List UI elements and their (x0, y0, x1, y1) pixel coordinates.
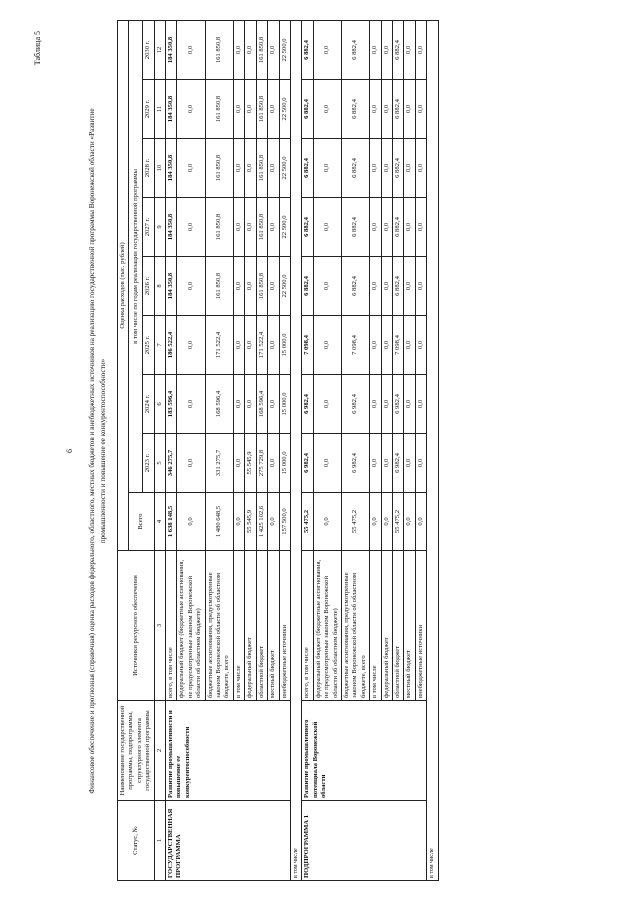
rotated-page-content (25, 11, 615, 891)
row-value: 22 500,0 (279, 198, 290, 257)
row-source: всего, в том числе (302, 551, 313, 701)
row-value: 184 350,8 (166, 20, 177, 79)
row-value: 0,0 (245, 257, 256, 316)
row-source: областной бюджет (256, 551, 267, 701)
row-value: 1 425 102,6 (256, 493, 267, 551)
header-column-number: 8 (154, 257, 165, 316)
row-source: федеральный бюджет (бюджетные ассигнования, не предусмотренные законом Воронежской области об областном бюджете) (177, 551, 205, 701)
row-value: 184 350,8 (166, 80, 177, 139)
row-value: 0,0 (370, 316, 381, 375)
row-value: 0,0 (177, 20, 205, 79)
row-source: федеральный бюджет (бюджетные ассигнования, не предусмотренные законом Воронежской области об областном бюджете) (313, 551, 341, 701)
row-value: 161 850,8 (256, 139, 267, 198)
row-value: 168 596,4 (256, 375, 267, 434)
row-value: 0,0 (268, 198, 279, 257)
row-value: 0,0 (177, 493, 205, 551)
header-year: 2030 г. (143, 20, 154, 79)
header-year: 2024 г. (143, 375, 154, 434)
row-value: 168 596,4 (205, 375, 233, 434)
header-column-number: 10 (154, 139, 165, 198)
row-value: 15 000,0 (279, 434, 290, 493)
row-value: 0,0 (415, 316, 426, 375)
row-value: 0,0 (313, 80, 341, 139)
row-value: 0,0 (370, 80, 381, 139)
row-status: ПОДПРОГРАММА 1 (302, 801, 427, 881)
row-value: 0,0 (381, 316, 392, 375)
row-value: 7 098,4 (302, 316, 313, 375)
row-value: 7 098,4 (392, 316, 403, 375)
row-value: 0,0 (313, 257, 341, 316)
row-value: 55 545,9 (245, 493, 256, 551)
header-incl-years: в том числе по годам реализации государственной программы (129, 20, 143, 492)
document-title (87, 21, 109, 881)
header-column-number: 3 (154, 551, 165, 701)
row-value: 0,0 (177, 375, 205, 434)
row-value: 6 882,4 (392, 198, 403, 257)
row-value: 0,0 (381, 20, 392, 79)
row-value: 0,0 (268, 80, 279, 139)
header-column-number: 12 (154, 20, 165, 79)
row-value: 0,0 (404, 20, 415, 79)
row-value: 0,0 (404, 257, 415, 316)
title-line-1: Финансовое обеспечение и прогнозная (справочная) оценка расходов федерального, областного, местных бюджетов и внебюджетных источников на реализацию государственной программы Воронежской области «Развитие (88, 108, 96, 794)
row-value: 55 545,9 (245, 434, 256, 493)
row-value: 0,0 (370, 493, 381, 551)
row-value: 0,0 (177, 198, 205, 257)
row-value: 0,0 (415, 20, 426, 79)
row-value: 0,0 (370, 20, 381, 79)
row-value: 0,0 (370, 257, 381, 316)
page-number: 6 (65, 449, 74, 453)
finance-table (117, 20, 439, 881)
row-value: 0,0 (415, 257, 426, 316)
row-value: 6 882,4 (341, 20, 369, 79)
row-name: Развитие промышленности и повышение ее конкурентоспособности (166, 701, 291, 801)
row-value: 0,0 (177, 316, 205, 375)
row-value: 0,0 (268, 434, 279, 493)
row-value: 0,0 (370, 139, 381, 198)
row-source: в том числе (370, 551, 381, 701)
row-value: 0,0 (404, 316, 415, 375)
row-source: всего, в том числе (166, 551, 177, 701)
header-year: 2023 г. (143, 434, 154, 493)
row-value: 0,0 (268, 493, 279, 551)
row-value: 0,0 (370, 198, 381, 257)
row-value: 0,0 (381, 139, 392, 198)
header-source: Источники ресурсного обеспечения (118, 551, 155, 701)
row-source: в том числе (233, 551, 244, 701)
header-total: Всего (129, 493, 154, 551)
row-value: 0,0 (404, 493, 415, 551)
row-status: ГОСУДАРСТВЕННАЯ ПРОГРАММА (166, 801, 291, 881)
row-value: 0,0 (370, 375, 381, 434)
row-value: 0,0 (177, 434, 205, 493)
row-value: 22 500,0 (279, 257, 290, 316)
row-value: 0,0 (381, 198, 392, 257)
row-value: 6 982,4 (341, 375, 369, 434)
table-row (302, 20, 313, 880)
row-value: 0,0 (381, 375, 392, 434)
row-value: 0,0 (404, 139, 415, 198)
row-value: 0,0 (245, 139, 256, 198)
row-value: 55 475,2 (341, 493, 369, 551)
header-year: 2028 г. (143, 139, 154, 198)
row-value: 0,0 (415, 375, 426, 434)
row-value: 6 982,4 (392, 375, 403, 434)
row-source: федеральный бюджет (245, 551, 256, 701)
row-value: 6 982,4 (341, 434, 369, 493)
row-value: 6 882,4 (341, 80, 369, 139)
header-column-number: 7 (154, 316, 165, 375)
header-column-number: 9 (154, 198, 165, 257)
row-value: 0,0 (268, 375, 279, 434)
row-value: 0,0 (313, 198, 341, 257)
row-value: 0,0 (245, 375, 256, 434)
row-value: 0,0 (313, 375, 341, 434)
row-value: 6 882,4 (302, 257, 313, 316)
row-value: 55 475,2 (302, 493, 313, 551)
row-value: 184 350,8 (166, 198, 177, 257)
row-value: 0,0 (381, 493, 392, 551)
row-value: 7 098,4 (341, 316, 369, 375)
table-header (118, 20, 166, 880)
row-value: 6 882,4 (302, 198, 313, 257)
row-value: 6 882,4 (302, 20, 313, 79)
row-value: 0,0 (404, 198, 415, 257)
row-value: 331 275,7 (205, 434, 233, 493)
row-value: 0,0 (404, 80, 415, 139)
row-value: 161 850,8 (205, 139, 233, 198)
row-value: 0,0 (245, 80, 256, 139)
row-value: 0,0 (313, 493, 341, 551)
row-value: 6 882,4 (392, 20, 403, 79)
table-row (166, 20, 177, 880)
row-value: 161 850,8 (205, 80, 233, 139)
header-estimate: Оценка расходов (тыс. рублей) (118, 20, 129, 550)
row-value: 6 982,4 (302, 375, 313, 434)
row-value: 0,0 (233, 375, 244, 434)
row-value: 0,0 (233, 493, 244, 551)
footer-row (427, 20, 438, 880)
row-value: 0,0 (233, 198, 244, 257)
row-value: 6 882,4 (302, 80, 313, 139)
row-value: 161 850,8 (256, 257, 267, 316)
row-value: 0,0 (404, 434, 415, 493)
row-value: 0,0 (245, 20, 256, 79)
row-value: 0,0 (245, 316, 256, 375)
row-value: 22 500,0 (279, 80, 290, 139)
footer-label: в том числе (427, 20, 438, 880)
row-value: 6 882,4 (341, 139, 369, 198)
row-value: 0,0 (313, 20, 341, 79)
header-column-number: 4 (154, 493, 165, 551)
header-column-number: 6 (154, 375, 165, 434)
title-line-2: промышленности и повышение ее конкурентоспособности» (99, 358, 107, 544)
row-value: 55 475,2 (392, 493, 403, 551)
row-value: 183 596,4 (166, 375, 177, 434)
row-value: 0,0 (313, 434, 341, 493)
row-value: 22 500,0 (279, 20, 290, 79)
row-value: 22 500,0 (279, 139, 290, 198)
row-value: 0,0 (177, 257, 205, 316)
row-value: 0,0 (233, 316, 244, 375)
row-value: 6 882,4 (392, 139, 403, 198)
row-value: 171 522,4 (256, 316, 267, 375)
row-value: 1 638 148,5 (166, 493, 177, 551)
row-value: 0,0 (177, 139, 205, 198)
header-column-number: 5 (154, 434, 165, 493)
row-value: 0,0 (415, 493, 426, 551)
row-source: федеральный бюджет (381, 551, 392, 701)
row-value: 0,0 (245, 198, 256, 257)
row-value: 6 982,4 (302, 434, 313, 493)
row-value: 161 850,8 (205, 198, 233, 257)
row-value: 0,0 (415, 80, 426, 139)
incl-row (290, 20, 301, 880)
row-value: 161 850,8 (256, 198, 267, 257)
row-source: внебюджетные источники (415, 551, 426, 701)
row-value: 0,0 (233, 80, 244, 139)
header-year: 2025 г. (143, 316, 154, 375)
header-column-numbers (154, 20, 165, 880)
row-value: 0,0 (268, 257, 279, 316)
row-value: 6 982,4 (392, 434, 403, 493)
row-value: 161 850,8 (205, 20, 233, 79)
row-value: 0,0 (233, 20, 244, 79)
row-value: 15 000,0 (279, 375, 290, 434)
row-value: 6 882,4 (341, 257, 369, 316)
row-source: внебюджетные источники (279, 551, 290, 701)
row-value: 157 500,0 (279, 493, 290, 551)
row-value: 15 000,0 (279, 316, 290, 375)
row-value: 0,0 (233, 257, 244, 316)
header-column-number: 2 (154, 701, 165, 801)
row-value: 0,0 (233, 434, 244, 493)
row-value: 0,0 (268, 139, 279, 198)
row-value: 171 522,4 (205, 316, 233, 375)
row-value: 0,0 (415, 198, 426, 257)
row-value: 161 850,8 (256, 80, 267, 139)
row-value: 6 882,4 (341, 198, 369, 257)
row-value: 0,0 (268, 20, 279, 79)
header-year: 2029 г. (143, 80, 154, 139)
row-value: 0,0 (313, 139, 341, 198)
header-status: Статус, № (118, 801, 155, 881)
row-value: 346 275,7 (166, 434, 177, 493)
row-source: бюджетные ассигнования, предусмотренные законом Воронежской области об областном бюджете, всего (205, 551, 233, 701)
row-value: 6 882,4 (392, 257, 403, 316)
row-value: 0,0 (177, 80, 205, 139)
row-value: 1 480 648,5 (205, 493, 233, 551)
row-value: 184 350,8 (166, 139, 177, 198)
row-value: 161 850,8 (205, 257, 233, 316)
header-column-number: 11 (154, 80, 165, 139)
row-value: 0,0 (370, 434, 381, 493)
row-value: 0,0 (381, 434, 392, 493)
row-value: 0,0 (313, 316, 341, 375)
row-value: 275 729,8 (256, 434, 267, 493)
row-value: 0,0 (415, 139, 426, 198)
table-body (166, 20, 439, 880)
row-source: местный бюджет (404, 551, 415, 701)
header-column-number: 1 (154, 801, 165, 881)
row-value: 6 882,4 (392, 80, 403, 139)
row-source: бюджетные ассигнования, предусмотренные законом Воронежской области об областном бюджете, всего (341, 551, 369, 701)
row-value: 0,0 (268, 316, 279, 375)
row-value: 161 850,8 (256, 20, 267, 79)
row-source: областной бюджет (392, 551, 403, 701)
row-value: 0,0 (404, 375, 415, 434)
header-name: Наименование государственной программы, подпрограммы, структурного элемента государственной программы (118, 701, 155, 801)
row-value: 0,0 (381, 80, 392, 139)
table-label: Таблица 5 (33, 31, 42, 66)
header-year: 2027 г. (143, 198, 154, 257)
row-value: 0,0 (415, 434, 426, 493)
row-value: 0,0 (233, 139, 244, 198)
incl-label: в том числе (290, 20, 301, 880)
row-source: местный бюджет (268, 551, 279, 701)
row-value: 184 350,8 (166, 257, 177, 316)
row-value: 0,0 (381, 257, 392, 316)
row-value: 6 882,4 (302, 139, 313, 198)
row-value: 186 522,4 (166, 316, 177, 375)
header-year: 2026 г. (143, 257, 154, 316)
row-name: Развитие промышленного потенциала Воронежской области (302, 701, 427, 801)
